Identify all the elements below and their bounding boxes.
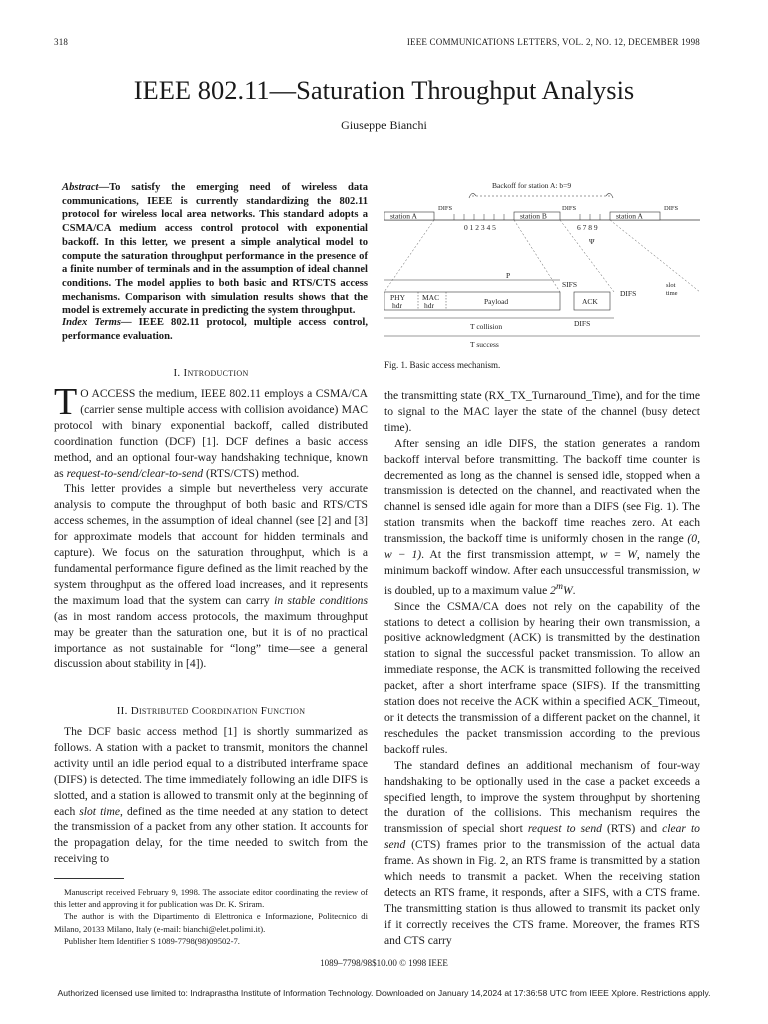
fig-station-b-label: station B: [520, 211, 547, 221]
fig-slots-left: 0 1 2 3 4 5: [464, 223, 496, 232]
col2-p3-a: The standard defines an additional mechanism of four-way handshaking to be optionally used in the case a packet exceeds a specified length, to improve the system throughput by shortening the duration of the collisions. This mechanism requires the transmission of special short: [384, 758, 700, 836]
copyright-line: 1089–7798/98$10.00 © 1998 IEEE: [320, 958, 448, 968]
fig-mac-label: MAC: [422, 293, 440, 302]
fig-difs-2: DIFS: [562, 205, 577, 212]
dcf-body: [54, 724, 368, 867]
col2-p1-e: .: [572, 583, 576, 597]
paper-title: IEEE 802.11—Saturation Throughput Analysis: [133, 75, 635, 105]
intro-p2-b: (as in most random access protocols, the maximum throughput may be greater than the saturation one, but it is of no practical importance as not sustainable for “long” time—see a general discussion about stability in [4]).: [54, 609, 368, 671]
col2-paragraph-2: Since the CSMA/CA does not rely on the capability of the stations to detect a collision by hearing their own transmission, a positive acknowledgment (ACK) is transmitted by the destination station to signal the successful packet transmission. To allow an immediate response, the ACK is transmitted following the received packet, after a short interframe space (SIFS). If the transmitting station does not receive the ACK within a specified ACK_Timeout, or it detects the transmission of a different packet on the channel, it reschedules the packet transmission according to the previous backoff rules.: [384, 599, 700, 756]
fig-phy-label: PHY: [390, 293, 406, 302]
col2-p1-c: , namely the minimum backoff window. After each unsuccessful transmission,: [384, 548, 701, 577]
col2-paragraph-3: [384, 758, 700, 949]
fig-mac-hdr: hdr: [424, 301, 434, 310]
intro-p1-end: (RTS/CTS) method.: [203, 466, 300, 480]
col2-p3-c: (CTS) frames prior to the transmission of the actual data frame. As shown in Fig. 2, an RTS frame is transmitted by a station which needs to transmit a packet. When the receiving station detects an RTS frame, it responds, after a SIFS, with a CTS frame. The transmitting station is thus allowed to transmit its packet only if it correctly receives the CTS frame. Moreover, the frames RTS and CTS carry: [384, 838, 700, 947]
fig-station-a-label-1: station A: [390, 211, 417, 221]
footnote-identifier: Publisher Item Identifier S 1089-7798(98)09502-7.: [64, 935, 240, 946]
footnote: [54, 886, 368, 947]
fig-payload-label: Payload: [484, 297, 509, 306]
col2-p3-b: (RTS) and: [601, 822, 658, 836]
dcf-p1-b: , defined as the time needed at any station to detect the transmission of a packet from any other station. It accounts for the propagation delay, for the time needed to switch from the receiving to: [54, 804, 368, 866]
col2-p1-b: . At the first transmission attempt,: [421, 548, 594, 562]
col2-p1-math-w: w = W: [593, 548, 637, 562]
fig-difs-lower: DIFS: [620, 289, 637, 298]
dcf-paragraph-1: [54, 724, 368, 867]
figure-basic-access-mechanism: [384, 176, 704, 352]
fig-phy-hdr: hdr: [392, 301, 402, 310]
col2-p1-a: After sensing an idle DIFS, the station generates a random backoff interval before transmitting. The backoff time counter is decremented as long as the channel is sensed idle, stopped when a transmission is detected on the channel, and reactivated when the channel is sensed idle again for more than a DIFS (see Fig. 1). The station transmits when the backoff time reaches zero. At each transmission, the backoff time is uniformly chosen in the range: [384, 436, 700, 546]
fig-t-success: T success: [470, 340, 499, 349]
intro-p1-text: O ACCESS the medium, IEEE 802.11 employs a CSMA/CA (carrier sense multiple access with collision avoidance) MAC protocol with binary exponential backoff, called distributed coordination function (DCF) [1]. DCF defines a basic access method, and an optional four-way handshaking technique, known as: [54, 387, 368, 480]
col2-paragraph-0: the transmitting state (RX_TX_Turnaround_Time), and for the time to signal to the MAC layer the state of the channel (busy detect time).: [384, 389, 700, 434]
fig-station-a-label-2: station A: [616, 211, 643, 221]
col2-p1-math-m: m: [555, 580, 563, 592]
col2-p3-em-cts: clear to send: [384, 822, 700, 852]
fig-difs-1: DIFS: [438, 205, 453, 212]
col2-p1-d: is doubled, up to a maximum value: [384, 583, 548, 597]
col2-p1-math-2: 2: [547, 583, 556, 597]
section-heading-introduction: I. Introduction: [173, 367, 249, 379]
license-notice: Authorized licensed use limited to: Indraprastha Institute of Information Technology. Downloaded on January 14,2024 at 17:36:58 UTC from IEEE Xplore. Restrictions apply.: [57, 988, 711, 998]
col2-p1-math-range: (0, w − 1): [384, 532, 700, 562]
figure-caption: Fig. 1. Basic access mechanism.: [384, 360, 501, 370]
col2-p1-math-w2: w: [689, 563, 700, 577]
footnote-manuscript: Manuscript received February 9, 1998. The associate editor coordinating the review of this letter and approving it for publication was Dr. K. Sriram.: [54, 887, 368, 910]
right-column-body: [384, 388, 700, 949]
fig-data-frame: [384, 292, 560, 310]
drop-cap: T: [54, 381, 78, 423]
footnote-affiliation: The author is with the Dipartimento di Elettronica e Informazione, Politecnico di Milano, 20133 Milano, Italy (e-mail: bianchi@elet.polimi.it).: [54, 911, 368, 934]
intro-p2-a: This letter provides a simple but nevertheless very accurate analysis to compute the throughput of both basic and RTS/CTS access schemes, in the assumption of ideal channel (see [2] and [3] for approximate models that account for hidden terminals and capture). We focus on the saturation throughput, which is a fundamental performance figure defined as the limit reached by the system throughput as the offered load increases, and it represents the maximum load that the system can carry: [54, 482, 368, 607]
index-terms-label: Index Terms: [62, 317, 122, 328]
abstract-text: —To satisfy the emerging need of wireless data communications, IEEE is currently standardizing the 802.11 protocol for wireless local area networks. This standard adopts a CSMA/CA medium access control protocol with exponential backoff. In this letter, we present a simple analytical model to compute the saturation throughput performance in the presence of a finite number of terminals and in the assumption of ideal channel conditions. The model applies to both basic and RTS/CTS access mechanisms. Comparison with simulation results shows that the model is extremely accurate in predicting the system throughput.: [62, 182, 368, 317]
fig-ack-label: ACK: [582, 297, 598, 306]
fig-difs-collision: DIFS: [574, 319, 591, 328]
introduction-body: [54, 381, 368, 672]
fig-t-collision: T collision: [470, 322, 503, 331]
abstract-label: Abstract: [62, 182, 99, 193]
dcf-p1-a: The DCF basic access method [1] is shortly summarized as follows. A station with a packet to transmit, monitors the channel activity until an idle period equal to a distributed interframe space (DIFS) is detected. The time immediately following an idle DIFS is slotted, and a station is allowed to transmit only at the beginning of each: [54, 725, 368, 818]
fig-time-label: time: [666, 290, 678, 297]
col2-paragraph-1: [384, 436, 700, 599]
fig-backoff-label: Backoff for station A: b=9: [492, 181, 572, 190]
fig-sifs-label: SIFS: [562, 280, 578, 289]
intro-paragraph-1: [54, 381, 368, 481]
section-heading-dcf: II. Distributed Coordination Function: [116, 705, 306, 717]
author-name: Giuseppe Bianchi: [341, 118, 427, 132]
index-terms: [62, 316, 368, 343]
fig-slot-label: slot: [666, 282, 676, 289]
intro-p1-em: request-to-send/clear-to-send: [66, 466, 204, 480]
page-number: 318: [54, 37, 69, 47]
footnote-rule: [54, 878, 124, 879]
intro-p2-em: in stable conditions: [274, 593, 368, 607]
index-terms-text: — IEEE 802.11 protocol, multiple access control, performance evaluation.: [62, 317, 368, 342]
fig-p-label: P: [506, 271, 511, 280]
dcf-p1-em: slot time: [79, 804, 121, 818]
journal-header: IEEE COMMUNICATIONS LETTERS, VOL. 2, NO. 12, DECEMBER 1998: [406, 37, 700, 47]
col2-p1-math-W: W: [562, 583, 573, 597]
abstract: [62, 181, 368, 318]
col2-p3-em-rts: request to send: [527, 822, 602, 836]
fig-slots-right: 6 7 8 9: [577, 223, 598, 232]
fig-difs-3: DIFS: [664, 205, 679, 212]
intro-paragraph-2: [54, 481, 368, 672]
fig-psi: Ψ: [589, 237, 595, 246]
